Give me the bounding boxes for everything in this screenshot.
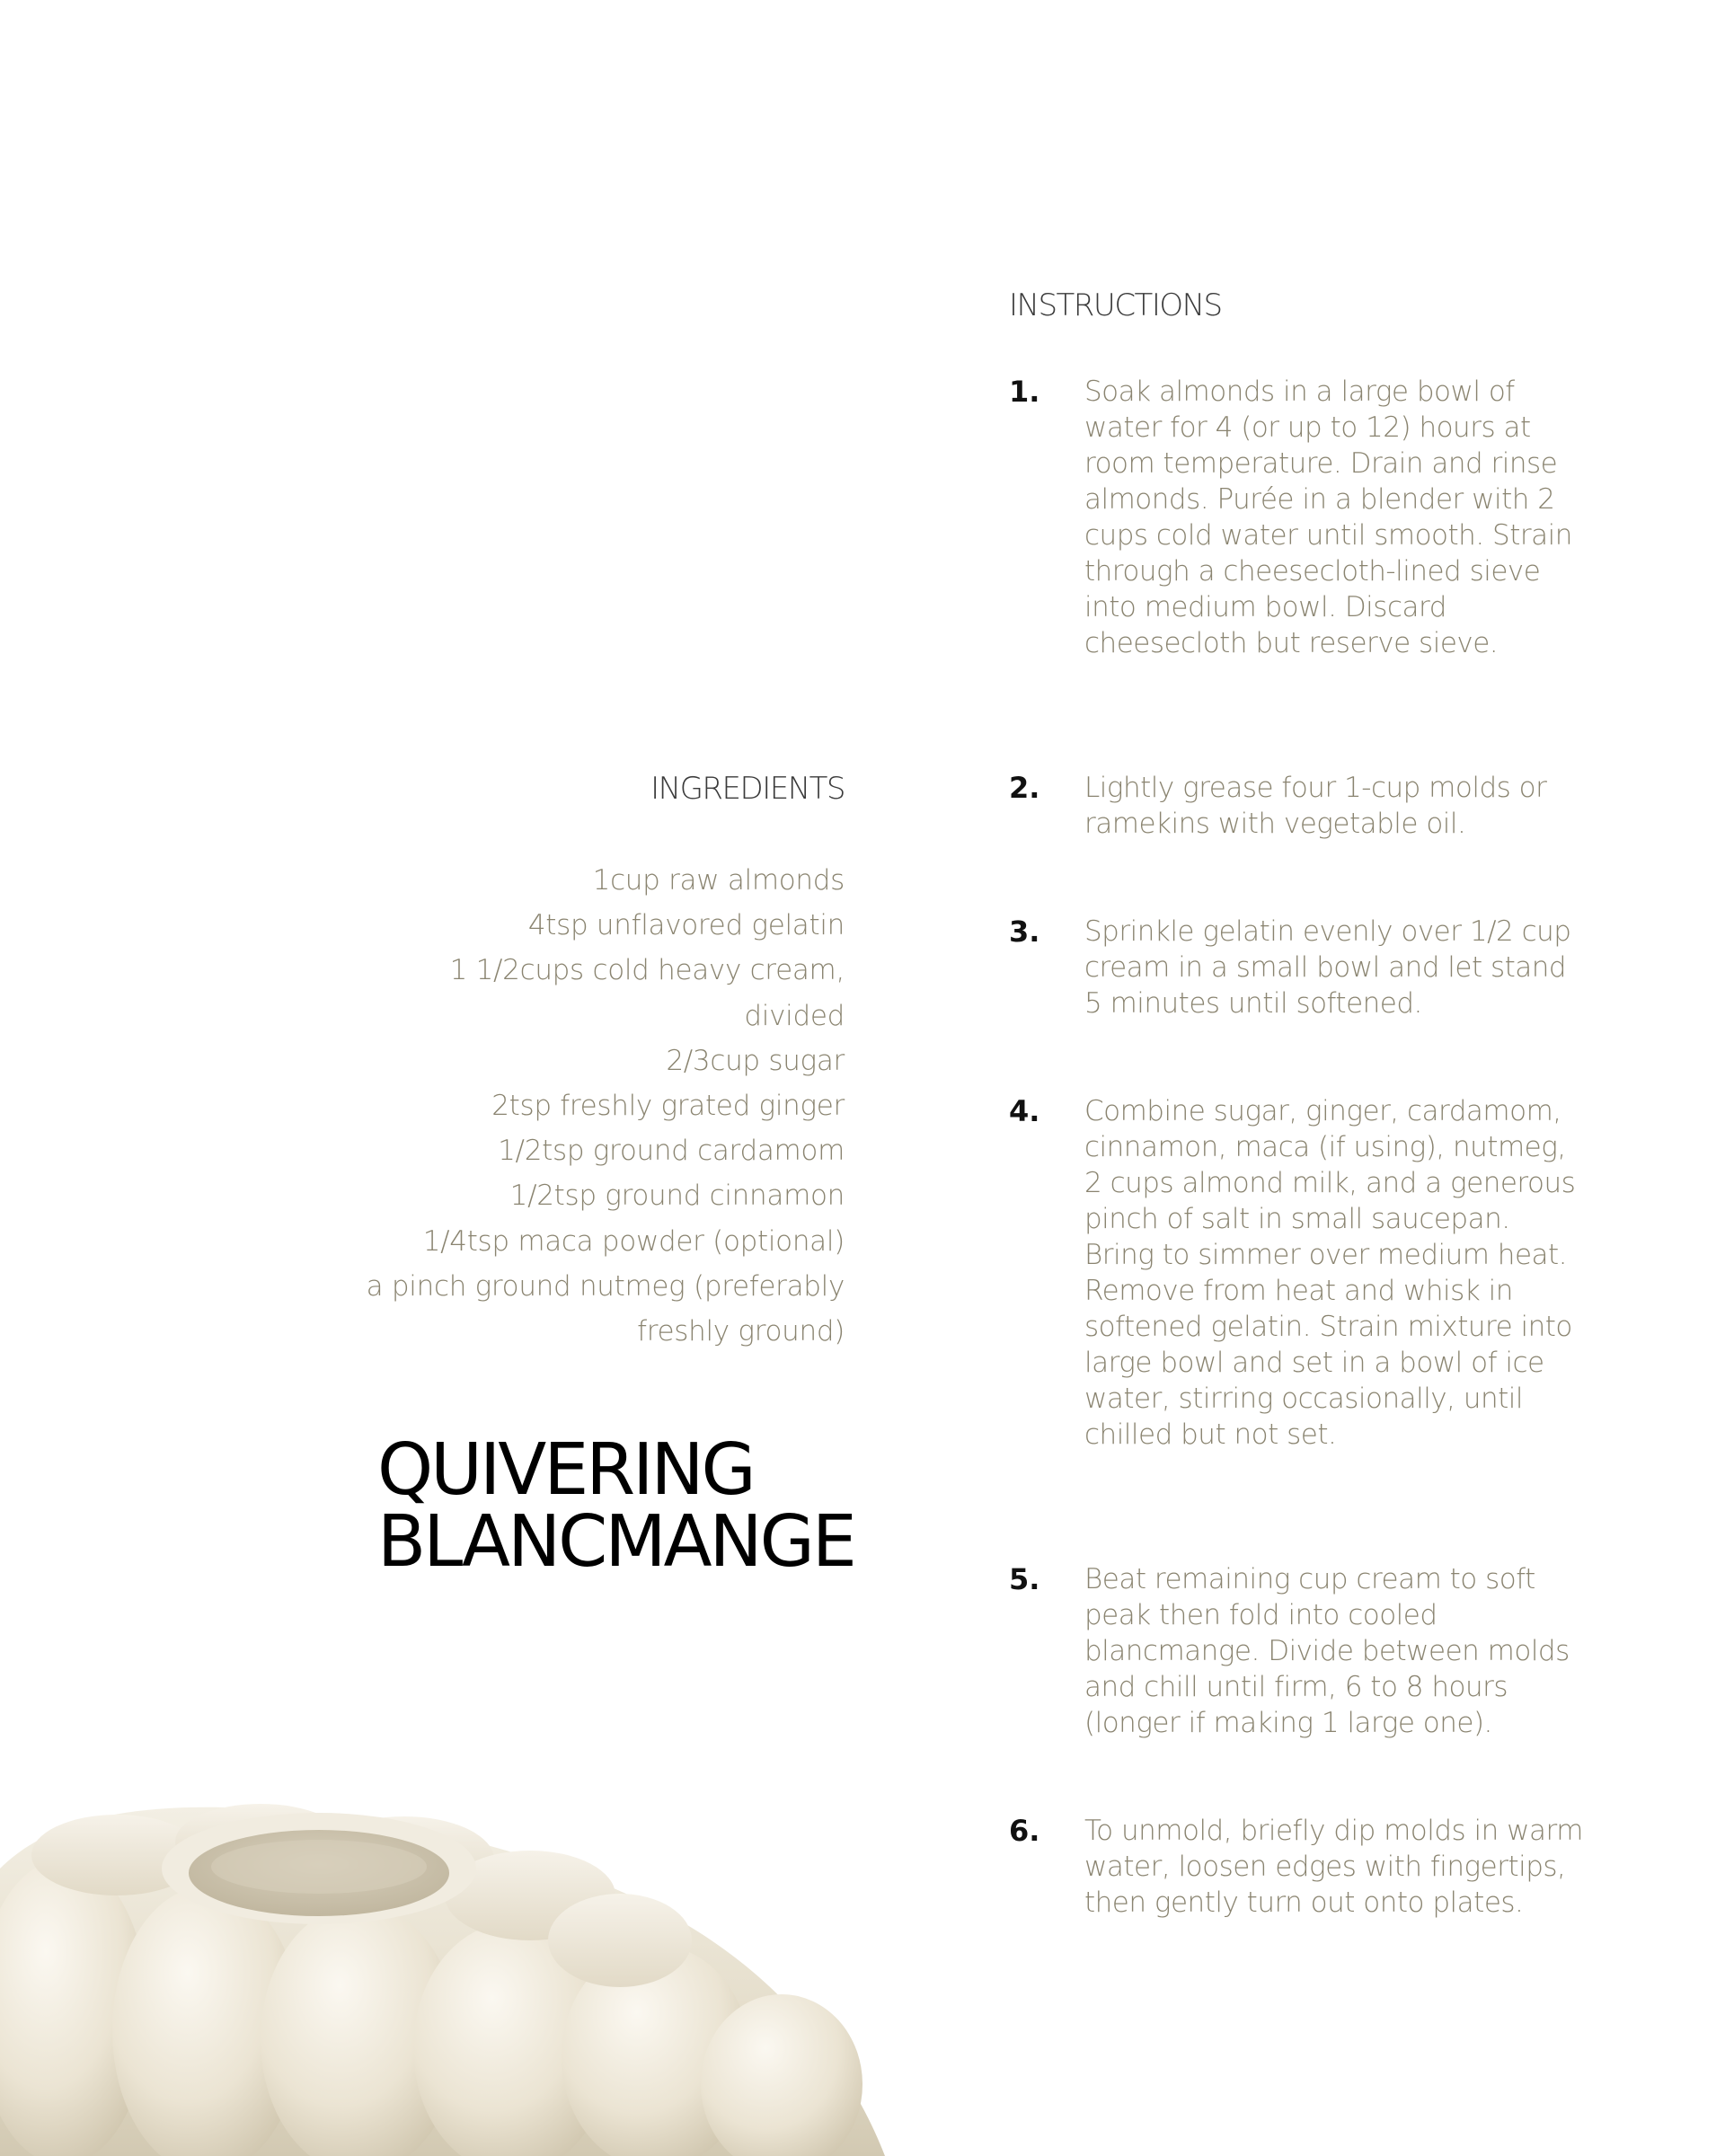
blancmange-image <box>0 1788 970 2156</box>
ingredient-item: 1/2tsp ground cardamom <box>498 1135 845 1168</box>
ingredient-item: 1/4tsp maca powder (optional) <box>422 1224 845 1258</box>
step-text: Combine sugar, ginger, cardamom, cinnamon, maca (if using), nutmeg, 2 cups almond milk, and a generous pinch of salt in small saucepan. Bring to simmer over medium heat. Remove from heat and whisk in softened gelatin. Strain mixture into large bowl and set in a bowl of ice water, stirring occasionally, until chilled but not set. <box>1084 1095 1576 1451</box>
instructions-heading: INSTRUCTIONS <box>1009 287 1222 323</box>
recipe-title <box>377 1428 854 1583</box>
ingredient-item: a pinch ground nutmeg (preferably <box>366 1269 845 1303</box>
step-text: To unmold, briefly dip molds in warm water, loosen edges with fingertips, then gently turn out onto plates. <box>1084 1815 1583 1919</box>
step-text: Beat remaining cup cream to soft peak then fold into cooled blancmange. Divide between molds and chill until firm, 6 to 8 hours (longer if making 1 large one). <box>1084 1563 1570 1739</box>
ingredient-item: freshly ground) <box>637 1315 845 1348</box>
step-text: Sprinkle gelatin evenly over 1/2 cup cream in a small bowl and let stand 5 minutes until softened. <box>1084 915 1571 1020</box>
step-text: Soak almonds in a large bowl of water for 4 (or up to 12) hours at room temperature. Drain and rinse almonds. Purée in a blender with 2 cups cold water until smooth. Strain through a cheesecloth-lined sieve into medium bowl. Discard cheesecloth but reserve sieve. <box>1084 376 1572 659</box>
step-number: 3. <box>1009 915 1040 949</box>
step-number: 2. <box>1009 771 1040 805</box>
ingredients-heading: INGREDIENTS <box>650 771 845 807</box>
step-number: 4. <box>1009 1094 1040 1128</box>
step-number: 1. <box>1009 375 1040 409</box>
recipe-title-line-1: QUIVERING <box>377 1428 754 1511</box>
step-number: 5. <box>1009 1562 1040 1596</box>
step-number: 6. <box>1009 1814 1040 1848</box>
ingredient-item: 1 1/2cups cold heavy cream, divided <box>449 954 845 1032</box>
ingredient-item: 1cup raw almonds <box>592 864 845 897</box>
ingredient-item: 2/3cup sugar <box>666 1044 845 1077</box>
step-text: Lightly grease four 1-cup molds or ramekins with vegetable oil. <box>1084 772 1547 840</box>
recipe-title-line-2: BLANCMANGE <box>377 1500 854 1583</box>
ingredients-list <box>341 858 845 1354</box>
ingredient-item: 4tsp unflavored gelatin <box>527 909 845 942</box>
ingredient-item: 1/2tsp ground cinnamon <box>509 1180 845 1213</box>
ingredient-item: 2tsp freshly grated ginger <box>491 1090 845 1123</box>
